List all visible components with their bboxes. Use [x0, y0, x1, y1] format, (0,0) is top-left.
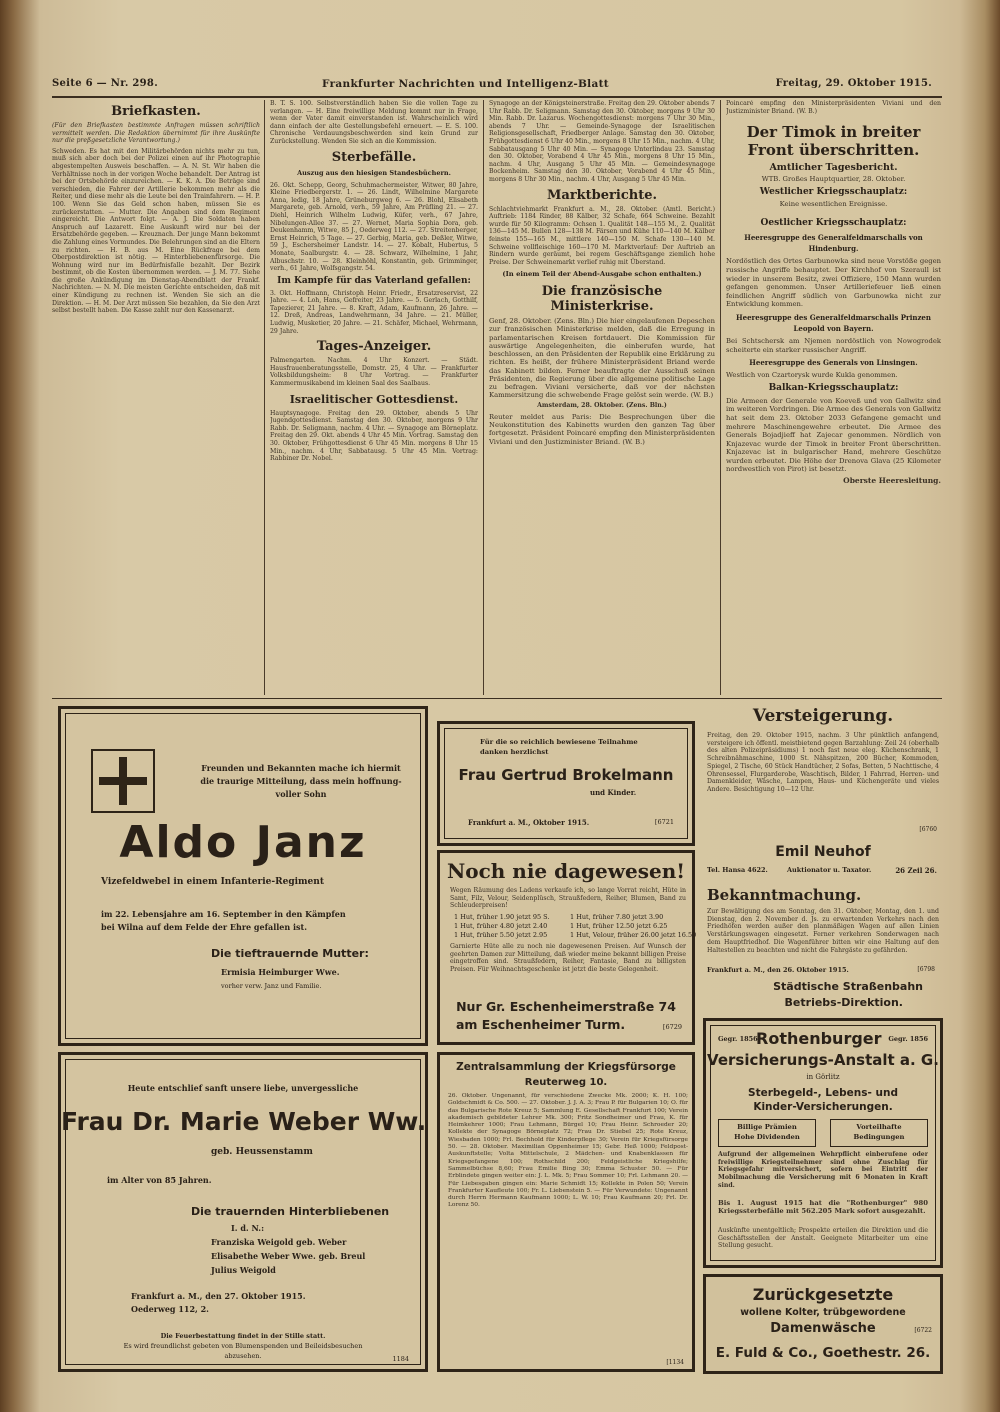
amsterdam-dateline: Amsterdam, 28. Oktober. (Zens. Bln.) — [537, 402, 667, 410]
brokelmann-kids: und Kinder. — [590, 788, 637, 797]
janz-signer2: vorher verw. Janz und Familie. — [221, 982, 322, 990]
dagewesen-body2: Garnierte Hüte alle zu noch nie dagewesenen Preisen. Auf Wunsch der geehrten Damen zur Mitteilung, daß wieder meine bekannt billigen Preise eingetroffen sind. Straußfedern, Reiher, Fantasie, Band zu billigsten Preisen. Für Weihnachtsgeschenke ist jetzt die beste Gelegenheit. — [450, 943, 686, 974]
page-header — [52, 78, 932, 96]
price-row: 1 Hut, früher 1.90 jetzt 95 S. — [454, 913, 550, 921]
weber-place: Frankfurt a. M., den 27. Oktober 1915. — [131, 1291, 306, 1301]
notice-brokelmann — [437, 721, 695, 846]
praemien-label: Billige Prämien — [737, 1123, 797, 1131]
kriegsfuersorge-sub: Reuterweg 10. — [524, 1077, 608, 1088]
notice-versteigerung — [703, 706, 943, 886]
weber-n3: Julius Weigold — [211, 1265, 276, 1275]
rothenburger-text: Aufgrund der allgemeinen Wehrpflicht einberufene oder freiwillige Kriegsteilnehmer sind ohne Zuschlag für Kriegsgefahr mitversichert, sofern bei Eintritt der Mobilmachung die Versicherung mit 6 Monaten in Kraft sind. — [718, 1151, 928, 1189]
linsingen-body: Westlich von Czartorysk wurde Kukla genommen. — [726, 371, 898, 380]
notice-kriegsfuersorge — [437, 1052, 695, 1372]
balkan-body: Die Armeen der Generale von Koeveß und von Gallwitz sind im weiteren Vordringen. Die Armee des Generals von Gallwitz hat seit dem 23. Oktober 2033 Gefangene gemacht und mehrere Maschinengewehre erbeutet. Die Armee des Generals Bojadjieff hat Zajecar genommen. Nördlich von Knjazevac wurde der Timok in breiter Front überschritten. Knjazevac ist in bulgarischer Hand, mehrere Geschütze wurden erbeutet. Die Höhe der Drenova Glava (25 Kilometer nordwestlich von Pirot) ist besetzt. — [726, 396, 941, 474]
ost-body: Nordöstlich des Ortes Garbunowka sind neue Vorstöße gegen russische Angriffe behauptet. Der Kirchhof von Szeraull ist wieder in unserem Besitz, zwei Offiziere, 150 Mann wurden gefangen genommen. Unser Artilleriefeuer ließ einen feindlichen Angriff südlich von Garbunowka nicht zur Entwicklung kommen. — [726, 257, 941, 309]
weber-f1: Die Feuerbestattung findet in der Stille statt. — [160, 1332, 326, 1340]
janz-line3: voller Sohn — [275, 789, 327, 799]
weber-street: Oederweg 112, 2. — [131, 1304, 209, 1314]
section-rule — [52, 698, 942, 699]
iron-cross-icon — [91, 749, 155, 813]
column-markt — [489, 100, 715, 695]
bekannt-code: [6798 — [917, 966, 935, 973]
briefkasten-intro: (Für den Briefkasten bestimmte Anfragen müssen schriftlich vermittelt werden. Die Redaktion übernimmt für ihre Auskünfte nur die preßgesetzliche Verantwortung.) — [52, 122, 260, 145]
kriegsfuersorge-code: [1134 — [666, 1359, 684, 1366]
linsingen-group: Heeresgruppe des Generals von Linsingen. — [749, 358, 918, 368]
rothenburger-line2: Kinder-Versicherungen. — [753, 1101, 893, 1113]
sterbefaelle-title: Sterbefälle. — [331, 149, 417, 165]
dagewesen-addr1: Nur Gr. Eschenheimerstraße 74 — [456, 999, 676, 1014]
rothenburger-name1: Rothenburger — [756, 1029, 882, 1048]
dagewesen-title: Noch nie dagewesen! — [446, 859, 686, 883]
price-row: 1 Hut, früher 12.50 jetzt 6.25 — [570, 922, 668, 930]
versteigerung-body: Freitag, den 29. Oktober 1915, nachm. 3 Uhr pünktlich anfangend, versteigere ich öffentl. meistbietend gegen Barzahlung: Zeil 24 (oberhalb des alten Polizeipräsidiums) 1 noch fast neue eleg. Küchenschrank, 1 Schreibnähmaschine, 1000 St. Nähspitzen, 200 Bücher, Kommoden, Spiegel, 2 Tische, 60 Stück Handtücher, 2 Sofas, Betten, 5 Nachttische, 4 Ohrensessel, Flurgarderobe, Waschtisch, Bilder, 1 Fahrrad, Herren- und Damenkleider, Wäsche, Lampen, Haus- und Küchengeräte und vieles Andere. Besichtigung 10—12 Uhr. — [707, 732, 939, 793]
ad-fuld — [703, 1274, 943, 1374]
janz-name: Aldo Janz — [119, 817, 367, 868]
leopold-body: Bei Schtschersk am Njemen nordöstlich von Nowogrodek scheiterte ein starker russischer Angriff. — [726, 336, 941, 354]
sterbefaelle-sub: Auszug aus den hiesigen Standesbüchern. — [297, 168, 451, 177]
rothenburger-text3: Auskünfte unentgeltlich; Prospekte erteilen die Direktion und die Geschäftsstellen der Anstalt. Geeignete Mitarbeiter um eine Stellung gesucht. — [718, 1227, 928, 1250]
dagewesen-code: [6729 — [662, 1023, 682, 1031]
price-row: 1 Hut, früher 5.50 jetzt 2.95 — [454, 931, 548, 939]
rothenburger-city: in Görlitz — [806, 1073, 840, 1081]
markt-title: Marktberichte. — [547, 187, 657, 203]
tages-title: Tages-Anzeiger. — [316, 339, 432, 355]
west-body: Keine wesentlichen Ereignisse. — [779, 199, 888, 208]
dagewesen-body: Wegen Räumung des Ladens verkaufe ich, so lange Vorrat reicht, Hüte in Samt, Filz, Velour, Seidenplüsch, Straußfedern, Reiher, Blumen, Band zu Schleuderpreisen! — [450, 887, 686, 910]
header-rule — [52, 96, 942, 98]
amsterdam-body: Reuter meldet aus Paris: Die Besprechungen über die Neukonstitution des Kabinetts wurden den ganzen Tag über fortgesetzt. Präsident Poincaré empfing den Ministerpräsidenten Viviani und den Justizminister Briand. (W. B.) — [489, 412, 715, 446]
col2-lead: B. T. S. 100. Selbstverständlich haben Sie die vollen Tage zu verlangen. — H. Eine freiwillige Meldung kommt nur in Frage, wenn der Vater damit einverstanden ist. Wahrscheinlich wird dann einfach der alte Gestellungsbefehl erneuert. — E. S. 100. Chronische Verdauungsbeschwerden sind kein Grund zur Zurückstellung. Wenden Sie sich an die Kommission. — [270, 100, 478, 145]
versteigerung-addr: 26 Zeil 26. — [895, 866, 937, 875]
notice-bekanntmachung — [703, 886, 943, 1014]
kriegsfuersorge-body: 26. Oktober. Ungenannt, für verschiedene Zwecke Mk. 2000; K. H. 100; Goldschmidt & Co. 500. — 27. Oktober. J. J. A. 3; Frau P. für Bulgarien 10; O. für das Bulgarische Rote Kreuz 5; Sammlung E. Gesellschaft Frankfurt 100; Verein akademisch gebildeter Lehrer Mk. 300; Fritz Sondheimer und Frau, K. für Heimkehrer 1000; Frau Lehmann, Bürgel 10; Frau Heinr. Schroeder 20; Kollekte der Synagoge Börneplatz 72; Frau Dr. Stiebel 25; Rote Kreuz, Wiesbaden 1000; Frl. Bechhold für Kinderpflege 30; Verein für Kriegsfürsorge 50. — 28. Oktober. Maximilian Oppenheimer 15; Gebr. Heß 1000; Feldpost-Auskunftstelle; Volta Mittelschule, 2 Mädchen- und Knabenklassen für Kriegsgefangene 100; Rothschild 200; Feldgeistliche Kriegshilfe; Sammelbüchse 8,60; Frau Emilie Bing 30; Emma Schuster 50. — Für Erblindete gingen weiter ein: J. L. Mk. 5; Frau Sommer 10; Frl. Lehmann 20. — Für Liebesgaben gingen ein: Marie Schmidt 15; Kollekte in Polen 50; Verein Frankfurter Kaufleute 100; Fr. L. Liebenstein 5. — Für Verwundete: Ungenannt durch Herrn Hermann Kaufmann 1000; L. W. 10; Frau Kaufmann 20; Frl. Dr. Lorenz 50. — [448, 1093, 688, 1209]
tagesbericht-sub: Amtlicher Tagesbericht. — [769, 162, 898, 174]
rothenburger-name2: Versicherungs-Anstalt a. G. — [707, 1051, 939, 1069]
column-divider — [264, 100, 265, 695]
weber-ldn: I. d. N.: — [231, 1223, 265, 1233]
column-divider — [483, 100, 484, 695]
bekannt-title: Bekanntmachung. — [707, 886, 862, 904]
weber-n2: Elisabethe Weber Wwe. geb. Breul — [211, 1251, 366, 1261]
fuld-name: E. Fuld & Co., Goethestr. 26. — [715, 1345, 931, 1361]
versteigerung-code: [6760 — [919, 826, 937, 833]
janz-line1: Freunden und Bekannten mache ich hiermit — [201, 763, 401, 773]
fuld-code: [6722 — [914, 1327, 932, 1334]
weber-age: im Alter von 85 Jahren. — [107, 1175, 212, 1185]
col3-lead: Synagoge an der Königsteinerstraße. Freitag den 29. Oktober abends 7 Uhr Rabb. Dr. Seligmann. Samstag den 30. Oktober, morgens 9 Uhr 30 Min. Rabb. Dr. Lazarus. Wochengottesdienst: morgens 7 Uhr 30 Min., abends 7 Uhr. — Gemeinde-Synagoge der Israelitischen Religionsgesellschaft, Friedberger Anlage. Samstag den 30. Oktober, Frühgottesdienst 6 Uhr 40 Min., morgens 8 Uhr 15 Min., nachm. 4 Uhr, Sabbatausgang 5 Uhr 40 Min. — Synagoge Unterlindau 23. Samstag den 30. Oktober, Vorabend 4 Uhr 45 Min., morgens 8 Uhr 15 Min., nachm. 4 Uhr, Ausgang 5 Uhr 45 Min. — Gemeindesynagoge Bockenheim. Samstag den 30. Oktober, Vorabend 4 Uhr 45 Min., morgens 8 Uhr 30 Min., nachm. 4 Uhr, Ausgang 5 Uhr 45 Min. — [489, 100, 715, 183]
bekannt-sign1: Städtische Straßenbahn — [773, 980, 923, 993]
rothenburger-line1: Sterbegeld-, Lebens- und — [748, 1087, 898, 1099]
deaths-list: 26. Okt. Schepp, Georg, Schuhmachermeister, Witwer, 80 Jahre, Kleine Friedbergerstr. 1. — 26. Lindt, Wilhelmine Margarete Anna, ledig, 18 Jahre, Grüneburgweg 6. — 26. Blohl, Elisabeth Margarete, geb. Arnold, verh., 59 Jahre, Am Prüfling 21. — 27. Diehl, Heinrich Wilhelm Ludwig, Küfer, verh., 67 Jahre, Nibelungen-Allee 37. — 27. Wernet, Maria Sophia Dora, geb. Deukenhamm, Witwe, 85 J., Oederweg 112. — 27. Streitenberger, Ernst Heinrich, 5 Tage. — 27. Gerbig, Maria, geb. Deßler, Witwe, 59 J., Eschersheimer Landstr. 14. — 27. Kobalt, Hubertus, 5 Monate, Saalburgstr. 4. — 28. Schwarz, Wilhelmine, 1 Jahr, Albuschstr. 10. — 28. Kleinhöhl, Konstantin, geb. Grimminger, verh., 61 Jahre, Wolfsgangstr. 54. — [270, 181, 478, 273]
janz-line2: die traurige Mitteilung, dass mein hoffnung- — [200, 776, 402, 786]
brokelmann-place: Frankfurt a. M., Oktober 1915. — [468, 818, 590, 827]
janz-rank: Vizefeldwebel in einem Infanterie-Regiment — [101, 877, 324, 887]
ost-heading: Oestlicher Kriegsschauplatz: — [760, 218, 907, 229]
brokelmann-line2: danken herzlichst — [480, 748, 549, 756]
wtb-dateline: WTB. Großes Hauptquartier, 28. Oktober. — [761, 175, 906, 184]
krise-title: Die französische Ministerkrise. — [541, 284, 663, 315]
column-sterbefaelle — [270, 100, 478, 695]
fallen-list: 3. Okt. Hoffmann, Christoph Heinr. Friedr., Ersatzreservist, 22 Jahre. — 4. Loh, Hans, Gefreiter, 23 Jahre. — 5. Gerlach, Gotthilf, Tapezierer, 21 Jahre. — 8. Kraft, Adam, Kaufmann, 26 Jahre. — 12. Dreß, Andreas, Landwehrmann, 34 Jahre. — 21. Müller, Ludwig, Musketier, 20 Jahre. — 21. Schäfer, Michael, Wehrmann, 29 Jahre. — [270, 289, 478, 335]
col4-lead: Poincaré empfing den Ministerpräsidenten Viviani und den Justizminister Briand. (W. B.) — [726, 100, 941, 115]
gottesdienst-title: Israelitischer Gottesdienst. — [289, 392, 459, 406]
weber-f2: Es wird freundlichst gebeten von Blumenspenden und Beileidsbesuchen — [123, 1342, 363, 1350]
janz-text1: im 22. Lebensjahre am 16. September in den Kämpfen — [101, 909, 346, 919]
fuld-title: Zurückgesetzte — [752, 1285, 894, 1304]
gottesdienst-body: Hauptsynagoge. Freitag den 29. Oktober, abends 5 Uhr Jugendgottesdienst. Samstag den 30. Oktober, morgens 9 Uhr Rabb. Dr. Seligmann, nachm. 4 Uhr. — Synagoge am Börneplatz. Freitag den 29. Okt. abends 4 Uhr 45 Min. Vortrag. Samstag den 30. Oktober, Frühgottesdienst 6 Uhr 45 Min. morgens 8 Uhr 15 Min., nachm. 4 Uhr, Sabbatausg. 5 Uhr 45 Min. Vortrag: Rabbiner Dr. Nobel. — [270, 409, 478, 463]
brokelmann-line1: Für die so reichlich bewiesene Teilnahme — [480, 738, 638, 746]
rothenburger-box-praemien — [718, 1119, 816, 1147]
versteigerung-name: Emil Neuhof — [775, 844, 871, 860]
brokelmann-code: [6721 — [654, 818, 674, 826]
column-timok — [726, 100, 941, 695]
versteigerung-title: Versteigerung. — [752, 706, 894, 726]
page-number: Seite 6 — Nr. 298. — [52, 78, 158, 89]
bekannt-sign2: Betriebs-Direktion. — [784, 996, 903, 1009]
versteigerung-role: Auktionator u. Taxator. — [787, 866, 872, 874]
leopold-group: Heeresgruppe des Generalfeldmarschalls Prinzen Leopold von Bayern. — [736, 312, 931, 333]
weber-mourn: Die trauernden Hinterbliebenen — [191, 1205, 390, 1218]
versteigerung-tel: Tel. Hansa 4622. — [707, 866, 768, 874]
fallen-heading: Im Kampfe für das Vaterland gefallen: — [277, 275, 471, 286]
price-row: 1 Hut, Velour, früher 26.00 jetzt 16.50 — [570, 931, 697, 939]
balkan-heading: Balkan-Kriegsschauplatz: — [768, 382, 899, 393]
rothenburger-gegr2: Gegr. 1856 — [888, 1035, 928, 1043]
dagewesen-addr2: am Eschenheimer Turm. — [456, 1017, 626, 1032]
briefkasten-body: Schweden. Es hat mit den Militärbehörden nichts mehr zu tun, muß sich aber doch bei der Polizei einen auf ihr Photographie abgestempelten Ausweis beschaffen. — A. N. St. Wir haben die Verhältnisse noch in der vorigen Woche behandelt. Der Antrag ist bei der Ortsbehörde einzureichen. — K. K. A. Die Beträge sind verschieden, die Fahrer der Artillerie bekommen mehr als die Reiter, und diese mehr als die Leute bei den Trainfahrern. — H. P. 100. Wenn Sie das Geld schon haben, müssen Sie es zurückerstatten. — Mutter. Die Angaben sind dem Regiment eingereicht. Die Antwort folgt. — A. J. Die Soldaten haben Anspruch auf Lazarett. Eine Auskunft wird nur bei der Ersatzbehörde gegeben. — Kreuznach. Der junge Mann bekommt die Zahlung eines Vormundes. Die Belehrungen sind an die Eltern zu richten. — H. B. aus M. Eine Rückfrage bei dem Oberpostdirektion ist nötig. — Hinterbliebenenfürsorge. Die Wohnung wird nur im Bedürfnisfalle bezahlt. Der Bezirk bestimmt, ob die Kosten übernommen werden. — J. M. 77. Siehe die große Ankündigung im Dienstag-Abendblatt der Frankf. Nachrichten. — N. M. Die meisten Gerichte entscheiden, daß mit einer Kündigung zu rechnen ist. Wenden Sie sich an die Direktion. — H. M. Der Arzt müssen Sie bezahlen, da Sie den Arzt selbst bestellt haben. Die Kasse zahlt nur den Kassenarzt. — [52, 147, 260, 315]
rothenburger-gegr1: Gegr. 1856 — [718, 1035, 758, 1043]
price-row: 1 Hut, früher 7.80 jetzt 3.90 — [570, 913, 664, 921]
fuld-sub2: Damenwäsche — [770, 1321, 876, 1336]
abend-note: (In einem Teil der Abend-Ausgabe schon enthalten.) — [502, 270, 702, 279]
hindenburg-group: Heeresgruppe des Generalfeldmarschalls von Hindenburg. — [744, 233, 923, 254]
weber-line1: Heute entschlief sanft unsere liebe, unvergessliche — [127, 1083, 359, 1093]
west-heading: Westlicher Kriegsschauplatz: — [759, 186, 908, 197]
obituary-aldo-janz — [58, 706, 428, 1046]
ad-dagewesen — [437, 850, 695, 1045]
vorteilhafte-label: Vorteilhafte — [856, 1123, 902, 1131]
janz-mourn: Die tieftrauernde Mutter: — [211, 947, 369, 960]
weber-born: geb. Heussenstamm — [211, 1147, 313, 1157]
weber-f3: abzusehen. — [224, 1352, 262, 1360]
bedingungen-label: Bedingungen — [853, 1133, 905, 1141]
oberste-heeresleitung: Oberste Heeresleitung. — [843, 476, 941, 486]
brokelmann-name: Frau Gertrud Brokelmann — [458, 766, 674, 784]
rothenburger-text2: Bis 1. August 1915 hat die "Rothenburger" 980 Kriegssterbefälle mit 562.205 Mark sofort ausgezahlt. — [718, 1199, 928, 1216]
weber-n1: Franziska Weigold geb. Weber — [211, 1237, 347, 1247]
timok-title: Der Timok in breiter Front überschritten. — [746, 123, 921, 160]
kriegsfuersorge-title: Zentralsammlung der Kriegsfürsorge — [456, 1061, 676, 1073]
tages-body: Palmengarten. Nachm. 4 Uhr Konzert. — Städt. Hausfrauenberatungsstelle, Domstr. 25, 4 Uhr. — Frankfurter Volksbildungsheim: 8 Uhr Vortrag. — Frankfurter Kammermusikabend im kleinen Saal des Saalbaus. — [270, 357, 478, 388]
issue-date: Freitag, 29. Oktober 1915. — [775, 78, 932, 89]
briefkasten-title: Briefkasten. — [111, 104, 201, 119]
bekannt-body: Zur Bewältigung des am Sonntag, den 31. Oktober, Montag, den 1. und Dienstag, den 2. November d. Js. zu erwartenden Verkehrs nach den Friedhöfen werden außer den planmäßigen Wagen auf allen Linien Verstärkungswagen eingesetzt. Ferner verkehren Sonderwagen nach dem Hauptfriedhof. Die Wagenführer bitten wir eine Haltung auf den Haltestellen zu beachten und nicht die Fahrgäste zu gefährden. — [707, 908, 939, 954]
janz-signer: Ermisia Heimburger Wwe. — [221, 967, 340, 977]
janz-text2: bei Wilna auf dem Felde der Ehre gefallen ist. — [101, 922, 308, 932]
krise-body: Genf, 28. Oktober. (Zens. Bln.) Die hier eingelaufenen Depeschen zur französischen Ministerkrise melden, daß die Erregung in parlamentarischen Kreisen fortdauert. Die Kommission für auswärtige Angelegenheiten, die einberufen wurde, hat beschlossen, an den Präsidenten der Republik eine Erklärung zu richten. Es heißt, der frühere Ministerpräsident Briand werde das Kabinett bilden. Ferner beauftragte der Ausschuß seinen Präsidenten, die Regierung über die allgemeine politische Lage zu befragen. Viviani versicherte, daß vor der nächsten Kammersitzung die schwebende Frage gelöst sein werde. (W. B.) — [489, 317, 715, 400]
ad-rothenburger — [703, 1018, 943, 1268]
newspaper-title: Frankfurter Nachrichten und Intelligenz-Blatt — [322, 78, 609, 90]
bekannt-place: Frankfurt a. M., den 26. Oktober 1915. — [707, 966, 849, 974]
weber-name: Frau Dr. Marie Weber Ww. — [61, 1107, 427, 1136]
weber-code: 1184 — [392, 1355, 409, 1363]
obituary-marie-weber — [58, 1052, 428, 1372]
dividenden-label: Hohe Dividenden — [734, 1133, 800, 1141]
column-divider — [720, 100, 721, 695]
fuld-sub: wollene Kolter, trübgewordene — [740, 1307, 906, 1318]
rothenburger-box-bedingungen — [830, 1119, 928, 1147]
price-row: 1 Hut, früher 4.80 jetzt 2.40 — [454, 922, 548, 930]
markt-body: Schlachtviehmarkt Frankfurt a. M., 28. Oktober. (Amtl. Bericht.) Auftrieb: 1184 Rinder, 88 Kälber, 32 Schafe, 664 Schweine. Bezahlt wurde für 50 Kilogramm: Ochsen 1. Qualität 148—155 M., 2. Qualität 136—145 M. Bullen 128—138 M. Färsen und Kühe 110—140 M. Kälber feinste 155—165 M., mittlere 140—150 M. Schafe 130—140 M. Schweine vollfleischige 160—170 M. Marktverlauf: Der Auftrieb an Rindern wurde geräumt, bei regem Geschäftsgange ziemlich hohe Preise. Der Schweinemarkt verlief ruhig mit Überstand. — [489, 205, 715, 266]
column-briefkasten — [52, 100, 260, 695]
